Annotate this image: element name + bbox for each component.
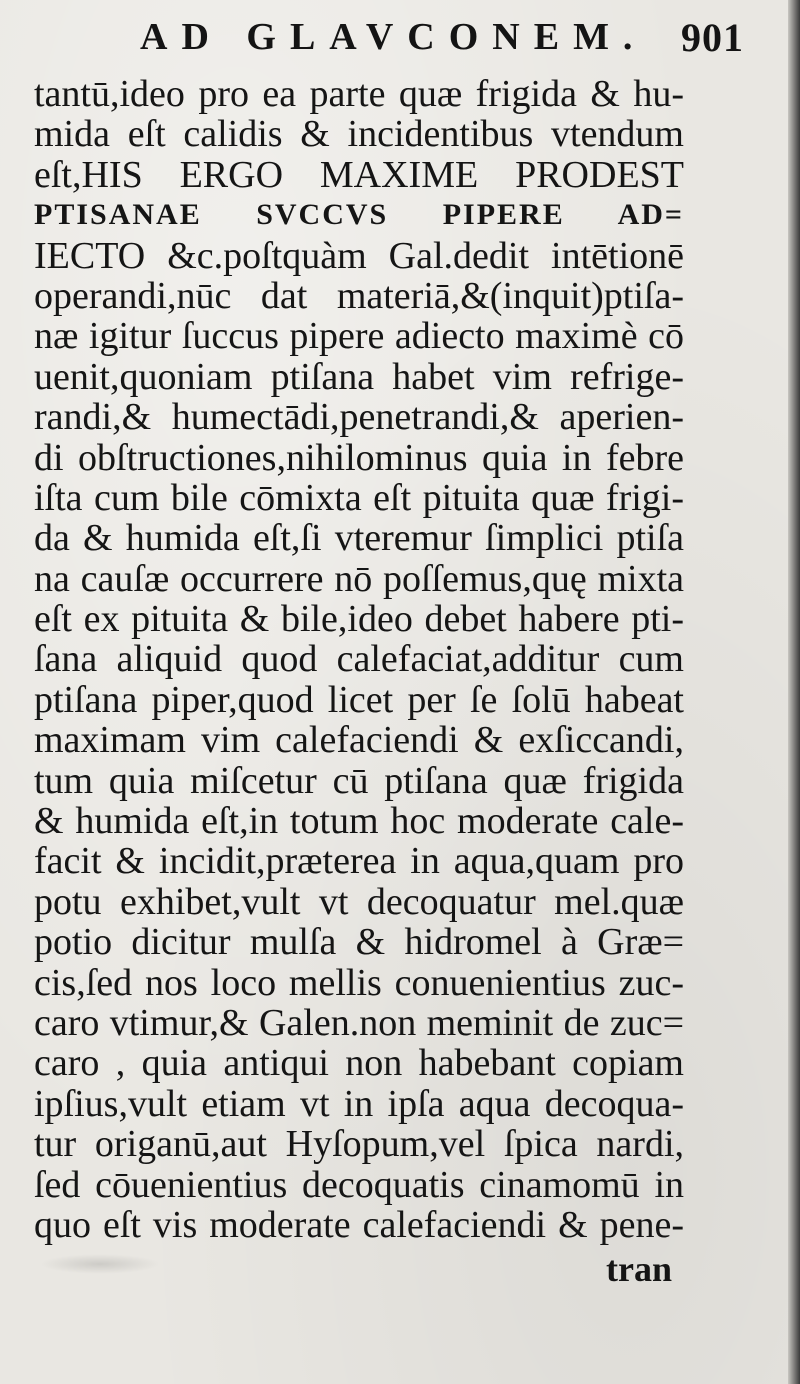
text-line: tur origanū,aut Hyſopum,vel ſpica nardi,	[34, 1123, 684, 1166]
text-line: ptiſana piper,quod licet per ſe ſolū habeat	[34, 678, 684, 721]
text-line: caro , quia antiqui non habebant copiam	[34, 1042, 684, 1085]
page-number: 901	[681, 15, 744, 60]
running-head	[40, 8, 744, 72]
text-line: eſt ex pituita & bile,ideo debet habere pti-	[34, 598, 684, 641]
text-line: næ igitur ſuccus pipere adiecto maximè cō	[34, 315, 684, 358]
text-line: potio dicitur mulſa & hidromel à Græ=	[34, 921, 684, 964]
text-line: facit & incidit,præterea in aqua,quam pro	[34, 840, 684, 883]
text-line: randi,& humectādi,penetrandi,& aperien-	[34, 396, 684, 439]
text-line: operandi,nūc dat materiā,&(inquit)ptiſa-	[34, 274, 684, 317]
text-line: ſana aliquid quod calefaciat,additur cum	[34, 638, 684, 681]
text-line: cis,ſed nos loco mellis conuenientius zuc-	[34, 961, 684, 1004]
body-text	[34, 74, 684, 1245]
text-line: na cauſæ occurrere nō poſſemus,quę mixta	[34, 557, 684, 600]
text-line: eſt,HIS ERGO MAXIME PRODEST	[34, 153, 684, 196]
text-line: da & humida eſt,ſi vteremur ſimplici ptiſa	[34, 517, 684, 560]
text-line: ſed cōuenientius decoquatis cinamomū in	[34, 1163, 684, 1206]
catchword: tran	[606, 1249, 672, 1289]
text-line: di obſtructiones,nihilominus quia in febre	[34, 436, 684, 479]
text-line: iſta cum bile cōmixta eſt pituita quæ frigi-	[34, 476, 684, 519]
text-line: tum quia miſcetur cū ptiſana quæ frigida	[34, 759, 684, 802]
text-line: uenit,quoniam ptiſana habet vim refrige-	[34, 355, 684, 398]
text-line: & humida eſt,in totum hoc moderate cale-	[34, 800, 684, 843]
text-line: tantū,ideo pro ea parte quæ frigida & hu-	[34, 73, 684, 115]
text-line: maximam vim calefaciendi & exſiccandi,	[34, 719, 684, 762]
text-line-capitals: PTISANAE SVCCVS PIPERE AD=	[34, 198, 684, 232]
running-head-title: AD GLAVCONEM.	[140, 16, 647, 58]
text-line: mida eſt calidis & incidentibus vtendum	[34, 113, 684, 156]
text-line: potu exhibet,vult vt decoquatur mel.quæ	[34, 880, 684, 923]
text-line: caro vtimur,& Galen.non meminit de zuc=	[34, 1001, 684, 1044]
page-edge-shadow	[788, 0, 800, 1384]
ink-smudge	[40, 1254, 160, 1274]
text-line: quo eſt vis moderate calefaciendi & pene-	[34, 1203, 684, 1246]
text-line: IECTO &c.poſtquàm Gal.dedit intētionē	[34, 234, 684, 277]
text-line: ipſius,vult etiam vt in ipſa aqua decoqua-	[34, 1082, 684, 1125]
